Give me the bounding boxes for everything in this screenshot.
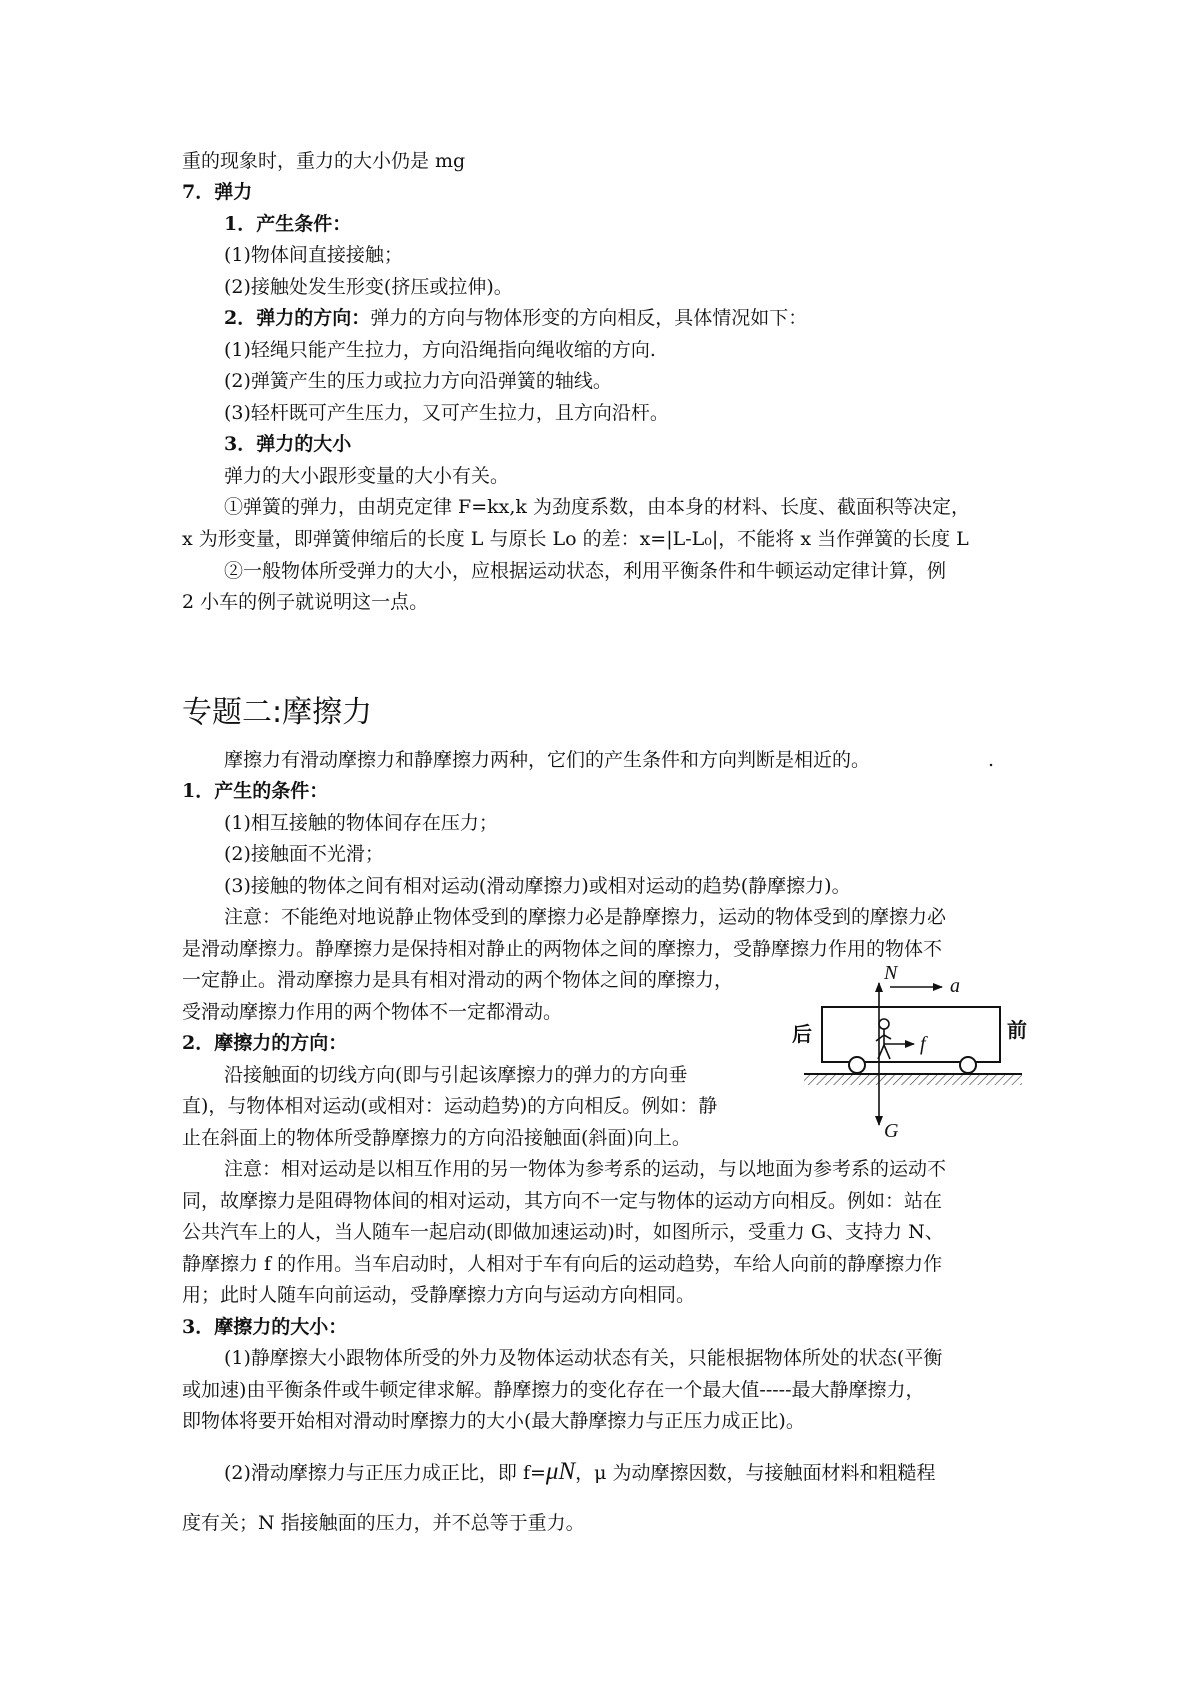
text-line: 直)，与物体相对运动(或相对：运动趋势)的方向相反。例如：静 — [182, 1095, 718, 1117]
subheading: 2．弹力的方向： — [224, 307, 371, 329]
text-line: 弹力的大小跟形变量的大小有关。 — [224, 465, 510, 487]
list-item: (1)轻绳只能产生拉力，方向沿绳指向绳收缩的方向. — [224, 339, 656, 361]
wheel — [960, 1057, 976, 1073]
subheading: 2．摩擦力的方向： — [182, 1032, 348, 1054]
text-line: ②一般物体所受弹力的大小，应根据运动状态，利用平衡条件和牛顿运动定律计算，例 — [224, 560, 947, 582]
text-dot: . — [988, 749, 995, 771]
formula: μN — [545, 1458, 576, 1485]
section-heading: 7．弹力 — [182, 181, 253, 203]
formula-line — [224, 1459, 936, 1486]
text-line: 公共汽车上的人，当人随车一起启动(即做加速运动)时，如图所示，受重力 G、支持力 N、 — [182, 1221, 944, 1243]
text-line: 注意：相对运动是以相互作用的另一物体为参考系的运动，与以地面为参考系的运动不 — [224, 1158, 947, 1180]
text-line: 或加速)由平衡条件或牛顿定律求解。静摩擦力的变化存在一个最大值-----最大静摩擦力， — [182, 1379, 925, 1401]
text-line: 即物体将要开始相对滑动时摩擦力的大小(最大静摩擦力与正压力成正比)。 — [182, 1410, 805, 1432]
bus-force-diagram — [792, 965, 1042, 1140]
bus-body — [822, 1007, 1000, 1062]
list-item: (3)轻杆既可产生压力，又可产生拉力，且方向沿杆。 — [224, 402, 669, 424]
text-line: 止在斜面上的物体所受静摩擦力的方向沿接触面(斜面)向上。 — [182, 1127, 691, 1149]
text-line: 摩擦力有滑动摩擦力和静摩擦力两种，它们的产生条件和方向判断是相近的。 — [224, 749, 871, 771]
ground-hatch — [804, 1074, 1022, 1085]
text-line: (1)静摩擦大小跟物体所受的外力及物体运动状态有关，只能根据物体所处的状态(平衡 — [224, 1347, 943, 1369]
formula-prefix: (2)滑动摩擦力与正压力成正比，即 f= — [224, 1462, 546, 1484]
subheading: 3．弹力的大小 — [224, 433, 352, 455]
text-line: 受滑动摩擦力作用的两个物体不一定都滑动。 — [182, 1001, 563, 1023]
text-line: 静摩擦力 f 的作用。当车启动时，人相对于车有向后的运动趋势，车给人向前的静摩擦力作 — [182, 1253, 943, 1275]
text-line: 沿接触面的切线方向(即与引起该摩擦力的弹力的方向垂 — [224, 1064, 688, 1086]
section-title: 专题二:摩擦力 — [182, 695, 373, 730]
list-item: (2)弹簧产生的压力或拉力方向沿弹簧的轴线。 — [224, 370, 612, 392]
subheading: 3．摩擦力的大小： — [182, 1316, 348, 1338]
text-line: 度有关；N 指接触面的压力，并不总等于重力。 — [182, 1512, 585, 1534]
text-line: ①弹簧的弹力，由胡克定律 F=kx,k 为劲度系数，由本身的材料、长度、截面积等决定， — [224, 496, 970, 518]
label-n: N — [884, 965, 898, 984]
label-a: a — [950, 975, 960, 997]
label-f: f — [920, 1033, 926, 1055]
subheading-line — [224, 305, 807, 331]
subheading: 1．产生的条件： — [182, 780, 329, 802]
wheel — [849, 1057, 865, 1073]
label-front: 前 — [1007, 1018, 1027, 1042]
list-item: (1)物体间直接接触； — [224, 244, 403, 266]
text-line: 2 小车的例子就说明这一点。 — [182, 591, 429, 613]
formula-suffix: ，μ 为动摩擦因数，与接触面材料和粗糙程 — [575, 1462, 936, 1484]
text-line: x 为形变量，即弹簧伸缩后的长度 L 与原长 Lo 的差：x=|L-L₀|，不能将 x 当作弹簧的长度 L — [182, 528, 969, 550]
text-line: 注意：不能绝对地说静止物体受到的摩擦力必是静摩擦力，运动的物体受到的摩擦力必 — [224, 906, 947, 928]
text-line: 是滑动摩擦力。静摩擦力是保持相对静止的两物体之间的摩擦力，受静摩擦力作用的物体不 — [182, 938, 943, 960]
list-item: (3)接触的物体之间有相对运动(滑动摩擦力)或相对运动的趋势(静摩擦力)。 — [224, 875, 851, 897]
text-line: 用；此时人随车向前运动，受静摩擦力方向与运动方向相同。 — [182, 1284, 696, 1306]
label-back: 后 — [792, 1022, 812, 1046]
list-item: (2)接触处发生形变(挤压或拉伸)。 — [224, 276, 513, 298]
subheading-desc: 弹力的方向与物体形变的方向相反，具体情况如下： — [370, 307, 808, 329]
text-line: 同，故摩擦力是阻碍物体间的相对运动，其方向不一定与物体的运动方向相反。例如：站在 — [182, 1190, 943, 1212]
list-item: (2)接触面不光滑； — [224, 843, 384, 865]
text-line: 重的现象时，重力的大小仍是 mg — [182, 150, 466, 172]
label-g: G — [884, 1120, 899, 1140]
text-line: 一定静止。滑动摩擦力是具有相对滑动的两个物体之间的摩擦力， — [182, 969, 734, 991]
subheading: 1．产生条件： — [224, 213, 352, 235]
list-item: (1)相互接触的物体间存在压力； — [224, 812, 498, 834]
